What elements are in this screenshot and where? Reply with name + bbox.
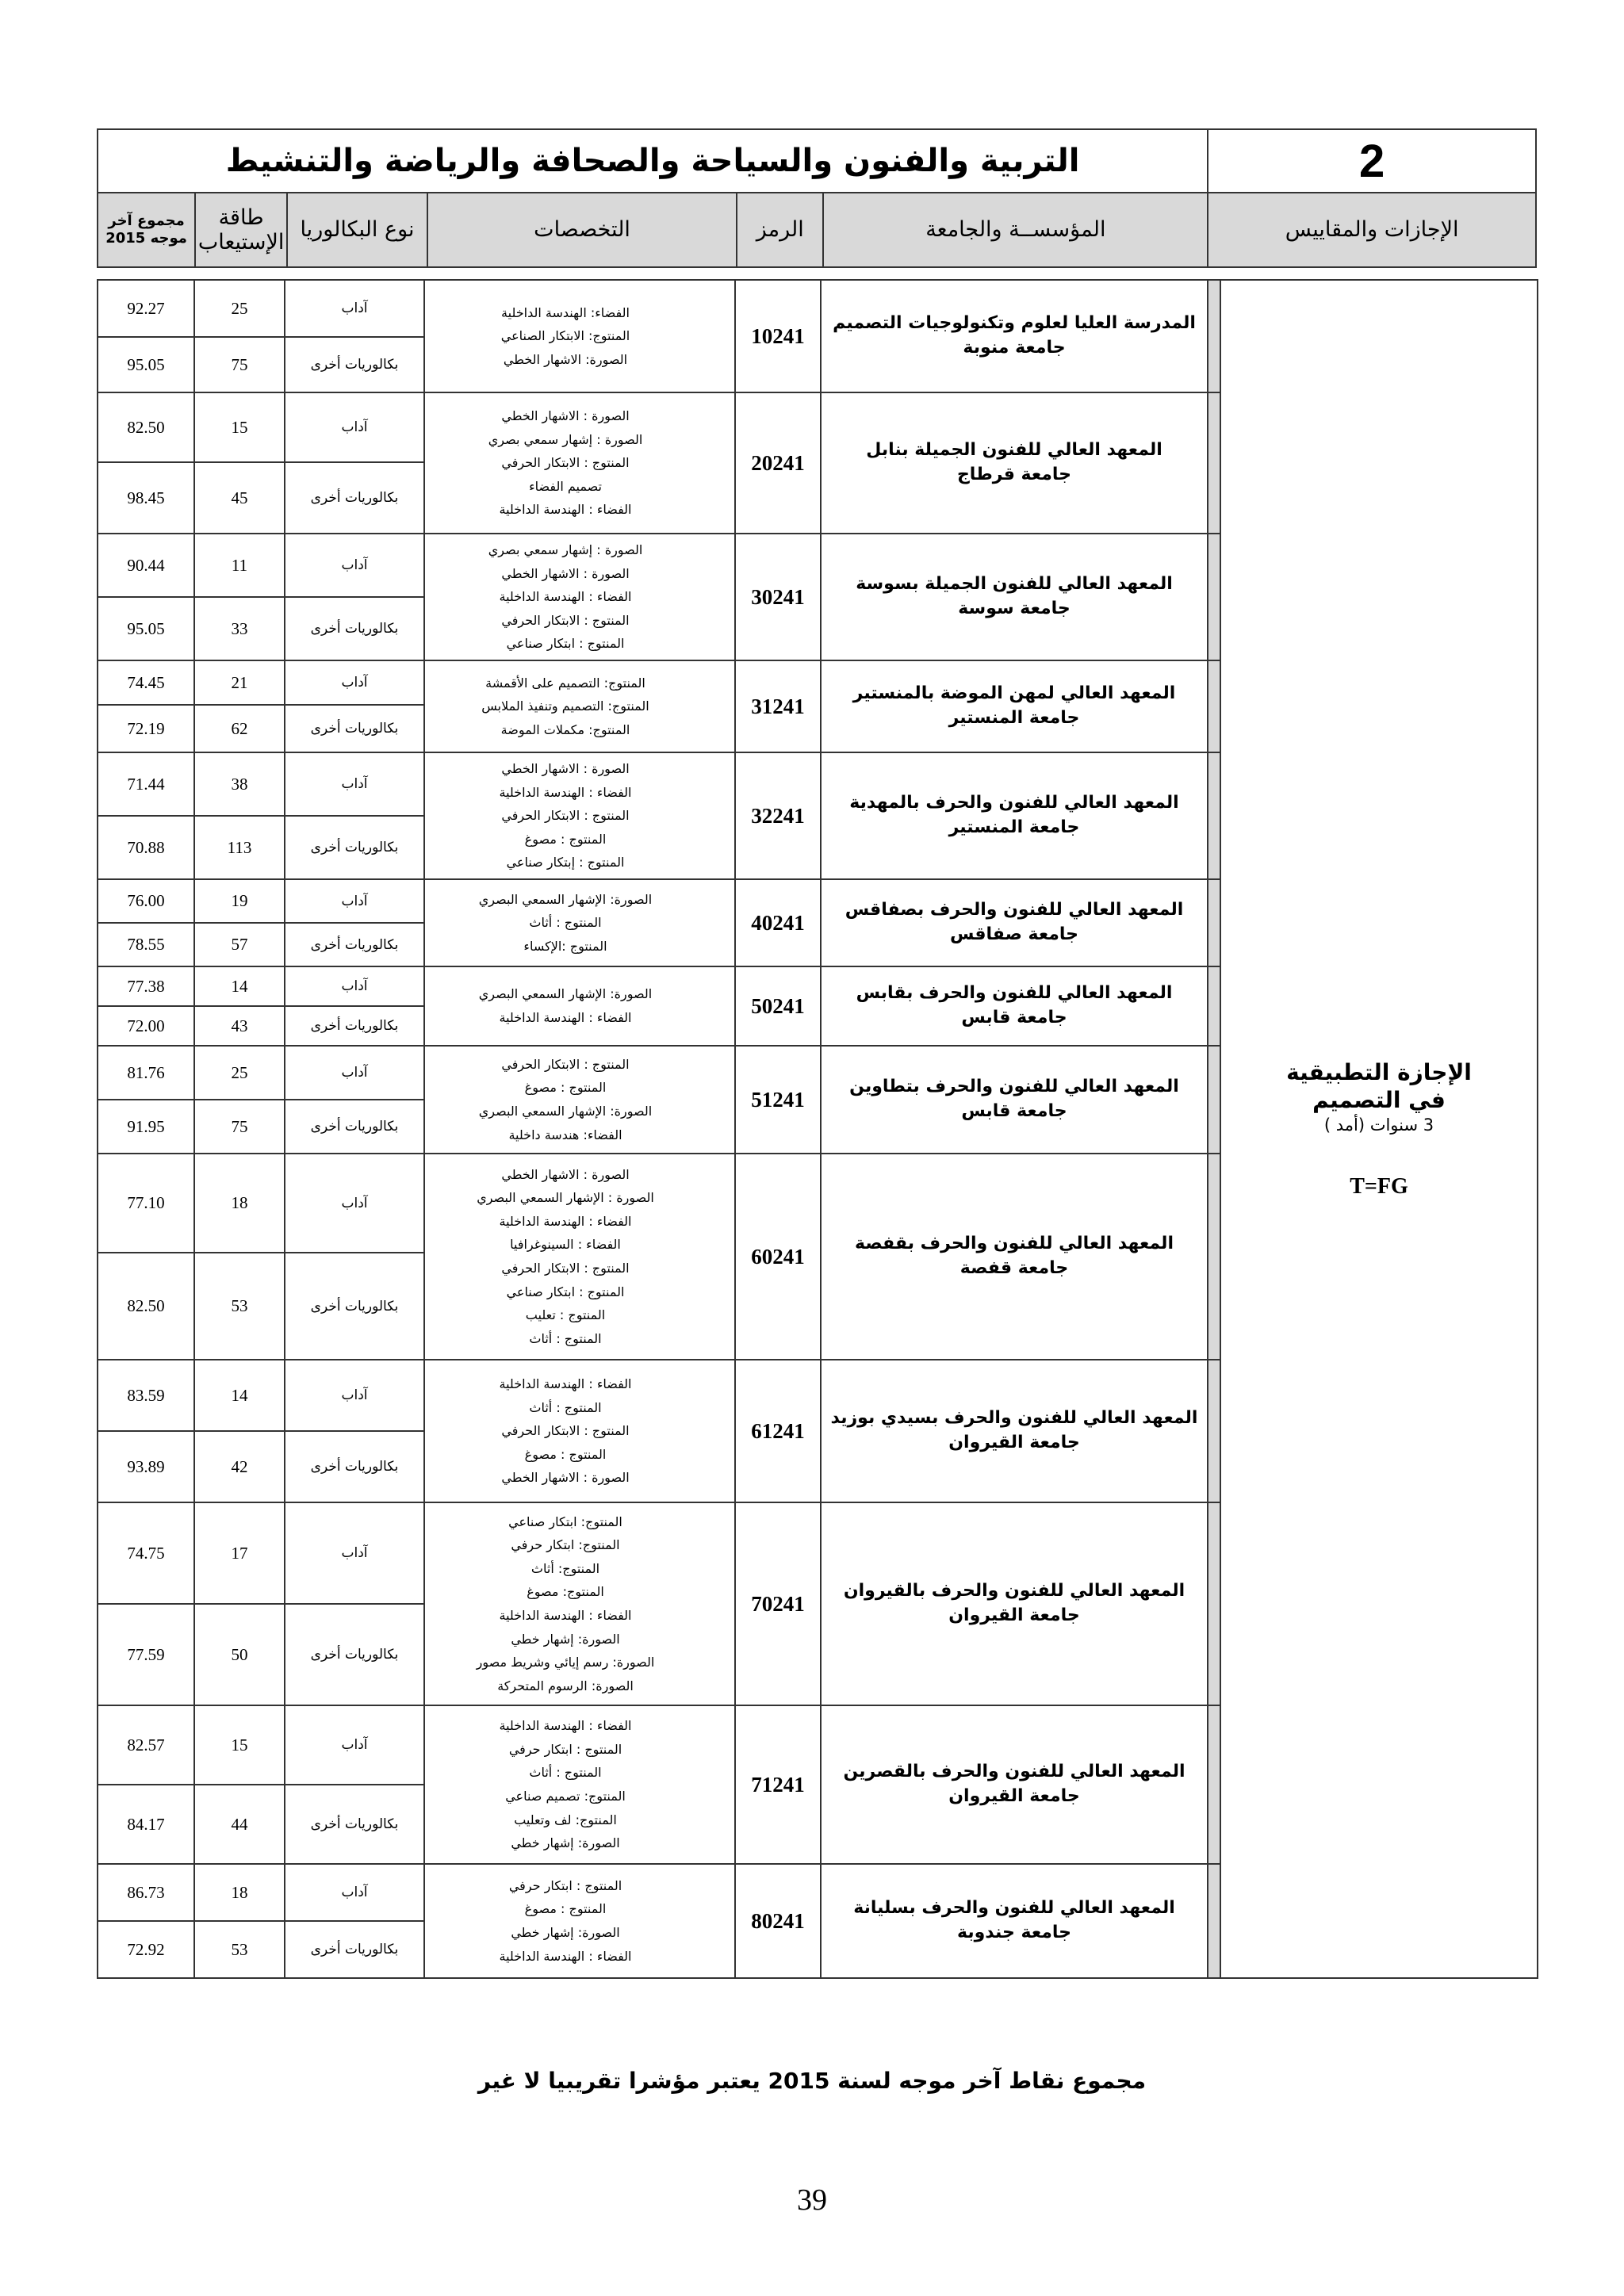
capacity: 57 xyxy=(194,923,285,966)
specialty-item: الفضاء : الهندسة الداخلية xyxy=(499,1948,632,1964)
specialty-item: المنتوج: مكملات الموضة xyxy=(500,721,630,737)
col-header-degrees: الإجازات والمقاييس xyxy=(1208,193,1536,267)
specialty-item: المنتوج: تصميم صناعي xyxy=(505,1789,626,1804)
specialty-item: الصورة : الإشهار السمعي البصري xyxy=(477,1190,654,1206)
institution-name: المعهد العالي للفنون والحرف بالقصرين xyxy=(843,1762,1185,1782)
last-score: 84.17 xyxy=(98,1785,194,1864)
university-name: جامعة قفصة xyxy=(959,1258,1069,1278)
specialty-item: المنتوج : الابتكار الحرفي xyxy=(501,1056,630,1072)
capacity: 45 xyxy=(194,462,285,534)
institution-name: المعهد العالي لمهن الموضة بالمنستير xyxy=(852,683,1176,704)
specialty-item: الفضاء: الهندسة الداخلية xyxy=(501,304,630,320)
specialty-item: المنتوج : مصوغ xyxy=(524,1080,607,1096)
specialties-cell xyxy=(424,879,735,966)
specialty-item: الفضاء : الهندسة الداخلية xyxy=(499,1010,632,1025)
university-name: جامعة جندوبة xyxy=(957,1923,1071,1942)
specialty-item: الصورة: الإشهار السمعي البصري xyxy=(478,1104,653,1119)
specialty-item: المنتوج: لف وتعليب xyxy=(514,1812,617,1827)
bac-type: بكالوريات أخرى xyxy=(285,462,424,534)
separator-cell xyxy=(1208,1864,1220,1978)
institution-name: المعهد العالي للفنون والحرف بالمهدية xyxy=(849,793,1179,813)
last-score: 71.44 xyxy=(98,752,194,816)
specialty-item: المنتوج : إبتكار صناعي xyxy=(506,855,625,871)
specialty-item: الصورة : الاشهار الخطي xyxy=(501,761,630,777)
specialty-item: المنتوج: ابتكار حرفي xyxy=(511,1537,620,1553)
specialty-item: الفضاء : الهندسة الداخلية xyxy=(499,1213,632,1229)
specialty-item: تصميم الفضاء xyxy=(529,478,602,494)
capacity: 75 xyxy=(194,337,285,392)
institution-name: المعهد العالي للفنون والحرف بقابس xyxy=(856,983,1173,1004)
separator-cell xyxy=(1208,1154,1220,1360)
bac-type: آداب xyxy=(285,392,424,462)
last-score: 72.00 xyxy=(98,1006,194,1046)
last-score: 82.57 xyxy=(98,1705,194,1785)
specialty-item: الفضاء : السينوغرافيا xyxy=(510,1237,621,1253)
capacity: 15 xyxy=(194,1705,285,1785)
university-name: جامعة قرطاج xyxy=(956,465,1072,484)
col-header-institution: المؤسســة والجامعة xyxy=(823,193,1208,267)
last-score: 91.95 xyxy=(98,1100,194,1154)
university-name: جامعة منوبة xyxy=(963,338,1066,358)
header-table xyxy=(97,128,1537,268)
bac-type: آداب xyxy=(285,1154,424,1253)
program-code: 32241 xyxy=(735,752,821,879)
separator-cell xyxy=(1208,280,1220,392)
program-code: 61241 xyxy=(735,1360,821,1502)
specialty-item: المنتوج : ابتكار صناعي xyxy=(506,636,625,652)
institution-cell xyxy=(821,1864,1208,1978)
col-header-code: الرمز xyxy=(737,193,823,267)
bac-type: بكالوريات أخرى xyxy=(285,705,424,752)
last-score: 95.05 xyxy=(98,597,194,660)
specialty-item: الصورة : الاشهار الخطي xyxy=(501,1166,630,1182)
page-number: 39 xyxy=(797,2183,827,2217)
last-score: 70.88 xyxy=(98,816,194,879)
specialty-item: المنتوج : تعليب xyxy=(525,1307,606,1323)
capacity: 113 xyxy=(194,816,285,879)
specialty-item: المنتوج: مصوغ xyxy=(527,1584,604,1600)
bac-type: آداب xyxy=(285,1046,424,1100)
institution-cell xyxy=(821,1046,1208,1154)
specialty-item: الصورة: رسم إيائي وشريط مصور xyxy=(476,1655,655,1670)
institution-cell xyxy=(821,392,1208,534)
university-name: جامعة قابس xyxy=(961,1008,1067,1027)
specialty-item: المنتوج: أثاث xyxy=(530,1560,600,1576)
specialty-item: الفضاء : الهندسة الداخلية xyxy=(499,1376,632,1392)
institution-cell xyxy=(821,879,1208,966)
specialties-cell xyxy=(424,280,735,392)
specialty-item: المنتوج : ابتكار حرفي xyxy=(508,1741,622,1757)
bac-type: بكالوريات أخرى xyxy=(285,337,424,392)
specialty-item: الصورة : إشهار سمعي بصري xyxy=(488,431,643,447)
specialty-item: الفضاء : الهندسة الداخلية xyxy=(499,1608,632,1623)
capacity: 14 xyxy=(194,1360,285,1431)
last-score: 76.00 xyxy=(98,879,194,923)
specialty-item: المنتوج : الابتكار الحرفي xyxy=(501,1261,630,1276)
specialty-item: الصورة: الاشهار الخطي xyxy=(503,351,628,367)
specialties-cell xyxy=(424,534,735,660)
footer-note: مجموع نقاط آخر موجه لسنة 2015 يعتبر مؤشرا تقريبيا لا غير xyxy=(477,2068,1147,2094)
specialty-item: المنتوج :الإكساء xyxy=(523,938,607,954)
bac-type: بكالوريات أخرى xyxy=(285,1921,424,1978)
institution-cell xyxy=(821,280,1208,392)
program-code: 60241 xyxy=(735,1154,821,1360)
program-code: 50241 xyxy=(735,966,821,1046)
bac-type: آداب xyxy=(285,752,424,816)
last-score: 93.89 xyxy=(98,1431,194,1502)
score-formula: T=FG xyxy=(1350,1173,1408,1199)
program-code: 30241 xyxy=(735,534,821,660)
university-name: جامعة المنستير xyxy=(948,817,1080,837)
bac-type: بكالوريات أخرى xyxy=(285,1006,424,1046)
specialties-cell xyxy=(424,1154,735,1360)
capacity: 53 xyxy=(194,1253,285,1360)
institution-cell xyxy=(821,966,1208,1046)
specialty-item: المنتوج : الابتكار الحرفي xyxy=(501,455,630,471)
last-score: 90.44 xyxy=(98,534,194,597)
section-title: التربية والفنون والسياحة والصحافة والرياضة والتنشيط xyxy=(98,129,1208,193)
capacity: 43 xyxy=(194,1006,285,1046)
specialty-item: الصورة: الإشهار السمعي البصري xyxy=(478,891,653,907)
capacity: 53 xyxy=(194,1921,285,1978)
capacity: 11 xyxy=(194,534,285,597)
last-score: 83.59 xyxy=(98,1360,194,1431)
separator-cell xyxy=(1208,752,1220,879)
institution-name: المعهد العالي للفنون والحرف بسليانة xyxy=(853,1898,1175,1919)
capacity: 75 xyxy=(194,1100,285,1154)
bac-type: بكالوريات أخرى xyxy=(285,816,424,879)
last-score: 81.76 xyxy=(98,1046,194,1100)
programs-table xyxy=(97,279,1538,1979)
section-number: 2 xyxy=(1208,129,1536,193)
bac-type: بكالوريات أخرى xyxy=(285,1604,424,1705)
last-score: 78.55 xyxy=(98,923,194,966)
institution-name: المدرسة العليا لعلوم وتكنولوجيات التصميم xyxy=(833,313,1196,334)
specialties-cell xyxy=(424,1502,735,1705)
institution-cell xyxy=(821,1502,1208,1705)
capacity: 25 xyxy=(194,280,285,337)
university-name: جامعة القيروان xyxy=(948,1786,1080,1806)
last-score: 74.75 xyxy=(98,1502,194,1604)
specialty-item: المنتوج : ابتكار حرفي xyxy=(508,1877,622,1893)
specialty-item: الصورة: الرسوم المتحركة xyxy=(497,1678,634,1693)
institution-name: المعهد العالي للفنون والحرف بالقيروان xyxy=(843,1581,1185,1601)
specialty-item: المنتوج: الابتكار الصناعي xyxy=(500,328,630,344)
specialty-item: الصورة : الاشهار الخطي xyxy=(501,408,630,424)
institution-cell xyxy=(821,660,1208,752)
table-row xyxy=(98,280,1538,337)
institution-name: المعهد العالي للفنون والحرف بصفاقس xyxy=(845,900,1184,920)
specialty-item: الفضاء : الهندسة الداخلية xyxy=(499,1718,632,1734)
specialty-item: المنتوج : أثاث xyxy=(529,1765,602,1781)
col-header-bac-type: نوع البكالوريا xyxy=(287,193,427,267)
institution-name: المعهد العالي للفنون الجميلة بسوسة xyxy=(856,574,1173,595)
specialty-item: المنتوج : مصوغ xyxy=(524,831,607,847)
capacity: 42 xyxy=(194,1431,285,1502)
separator-cell xyxy=(1208,879,1220,966)
institution-name: المعهد العالي للفنون والحرف بتطاوين xyxy=(849,1077,1179,1097)
capacity: 19 xyxy=(194,879,285,923)
specialty-item: المنتوج : أثاث xyxy=(529,915,602,931)
last-score: 82.50 xyxy=(98,392,194,462)
separator-cell xyxy=(1208,1705,1220,1864)
bac-type: آداب xyxy=(285,660,424,705)
specialties-cell xyxy=(424,1046,735,1154)
last-score: 72.92 xyxy=(98,1921,194,1978)
specialty-item: الصورة: إشهار خطي xyxy=(511,1835,620,1851)
specialty-item: الفضاء : الهندسة الداخلية xyxy=(499,589,632,605)
capacity: 14 xyxy=(194,966,285,1006)
last-score: 82.50 xyxy=(98,1253,194,1360)
bac-type: بكالوريات أخرى xyxy=(285,597,424,660)
separator-cell xyxy=(1208,1502,1220,1705)
specialties-cell xyxy=(424,1360,735,1502)
capacity: 33 xyxy=(194,597,285,660)
specialty-item: الصورة: الإشهار السمعي البصري xyxy=(478,986,653,1002)
program-code: 51241 xyxy=(735,1046,821,1154)
specialty-item: الصورة: إشهار خطي xyxy=(511,1925,620,1940)
university-name: جامعة القيروان xyxy=(948,1605,1080,1625)
specialty-item: الصورة: إشهار خطي xyxy=(511,1631,620,1647)
university-name: جامعة قابس xyxy=(961,1101,1067,1121)
program-code: 80241 xyxy=(735,1864,821,1978)
capacity: 25 xyxy=(194,1046,285,1100)
last-score: 92.27 xyxy=(98,280,194,337)
specialty-item: المنتوج: ابتكار صناعي xyxy=(508,1513,622,1529)
specialty-item: المنتوج : الابتكار الحرفي xyxy=(501,808,630,824)
program-code: 71241 xyxy=(735,1705,821,1864)
degree-field: في التصميم xyxy=(1312,1087,1446,1114)
specialty-item: المنتوج : الابتكار الحرفي xyxy=(501,612,630,628)
capacity: 17 xyxy=(194,1502,285,1604)
capacity: 62 xyxy=(194,705,285,752)
specialty-item: المنتوج : أثاث xyxy=(529,1399,602,1415)
specialties-cell xyxy=(424,1705,735,1864)
capacity: 18 xyxy=(194,1864,285,1921)
specialties-cell xyxy=(424,966,735,1046)
specialty-item: الفضاء: هندسة داخلية xyxy=(508,1127,622,1142)
program-code: 10241 xyxy=(735,280,821,392)
bac-type: بكالوريات أخرى xyxy=(285,1431,424,1502)
separator-cell xyxy=(1208,1360,1220,1502)
separator-cell xyxy=(1208,660,1220,752)
capacity: 38 xyxy=(194,752,285,816)
specialty-item: المنتوج: التصميم وتنفيذ الملابس xyxy=(481,698,649,714)
specialty-item: المنتوج : الابتكار الحرفي xyxy=(501,1423,630,1439)
specialty-item: المنتوج : ابتكار صناعي xyxy=(506,1284,625,1299)
specialties-cell xyxy=(424,660,735,752)
specialty-item: الصورة : الاشهار الخطي xyxy=(501,1470,630,1486)
specialty-item: الفضاء : الهندسة الداخلية xyxy=(499,502,632,518)
bac-type: آداب xyxy=(285,1705,424,1785)
bac-type: بكالوريات أخرى xyxy=(285,1785,424,1864)
last-score: 74.45 xyxy=(98,660,194,705)
degree-title: الإجازة التطبيقية xyxy=(1286,1059,1472,1086)
capacity: 15 xyxy=(194,392,285,462)
bac-type: بكالوريات أخرى xyxy=(285,1253,424,1360)
bac-type: آداب xyxy=(285,1360,424,1431)
university-name: جامعة سوسة xyxy=(958,599,1071,618)
institution-cell xyxy=(821,752,1208,879)
capacity: 44 xyxy=(194,1785,285,1864)
degree-duration: 3 سنوات (أمد ) xyxy=(1323,1115,1434,1135)
bac-type: آداب xyxy=(285,534,424,597)
institution-cell xyxy=(821,1154,1208,1360)
specialty-item: المنتوج : مصوغ xyxy=(524,1446,607,1462)
bac-type: آداب xyxy=(285,1864,424,1921)
program-code: 20241 xyxy=(735,392,821,534)
last-score: 86.73 xyxy=(98,1864,194,1921)
specialty-item: المنتوج : أثاث xyxy=(529,1330,602,1346)
separator-cell xyxy=(1208,534,1220,660)
specialty-item: الصورة : الاشهار الخطي xyxy=(501,565,630,581)
col-header-capacity: طاقة الإستيعاب xyxy=(195,193,287,267)
col-header-last-score: مجموع آخر موجه 2015 xyxy=(98,193,195,267)
bac-type: آداب xyxy=(285,966,424,1006)
program-code: 70241 xyxy=(735,1502,821,1705)
specialty-item: الصورة : إشهار سمعي بصري xyxy=(488,542,643,558)
col-header-specialties: التخصصات xyxy=(427,193,737,267)
separator-cell xyxy=(1208,1046,1220,1154)
university-name: جامعة المنستير xyxy=(948,708,1080,728)
institution-name: المعهد العالي للفنون والحرف بسيدي بوزيد xyxy=(830,1408,1198,1429)
university-name: جامعة القيروان xyxy=(948,1433,1080,1452)
last-score: 77.38 xyxy=(98,966,194,1006)
bac-type: بكالوريات أخرى xyxy=(285,1100,424,1154)
last-score: 77.59 xyxy=(98,1604,194,1705)
specialty-item: المنتوج: التصميم على الأقمشة xyxy=(485,675,645,691)
institution-cell xyxy=(821,534,1208,660)
bac-type: آداب xyxy=(285,1502,424,1604)
capacity: 50 xyxy=(194,1604,285,1705)
separator-cell xyxy=(1208,966,1220,1046)
last-score: 95.05 xyxy=(98,337,194,392)
specialties-cell xyxy=(424,752,735,879)
bac-type: آداب xyxy=(285,280,424,337)
last-score: 77.10 xyxy=(98,1154,194,1253)
specialty-item: المنتوج : مصوغ xyxy=(524,1901,607,1917)
institution-cell xyxy=(821,1705,1208,1864)
specialties-cell xyxy=(424,1864,735,1978)
specialty-item: الفضاء : الهندسة الداخلية xyxy=(499,784,632,800)
programs-table-body xyxy=(98,280,1538,1978)
university-name: جامعة صفاقس xyxy=(949,924,1078,944)
degree-cell xyxy=(1220,280,1538,1978)
institution-name: المعهد العالي للفنون الجميلة بنابل xyxy=(866,440,1162,461)
separator-cell xyxy=(1208,392,1220,534)
program-code: 31241 xyxy=(735,660,821,752)
institution-cell xyxy=(821,1360,1208,1502)
capacity: 18 xyxy=(194,1154,285,1253)
program-code: 40241 xyxy=(735,879,821,966)
last-score: 72.19 xyxy=(98,705,194,752)
bac-type: آداب xyxy=(285,879,424,923)
bac-type: بكالوريات أخرى xyxy=(285,923,424,966)
capacity: 21 xyxy=(194,660,285,705)
institution-name: المعهد العالي للفنون والحرف بقفصة xyxy=(855,1234,1174,1254)
last-score: 98.45 xyxy=(98,462,194,534)
specialties-cell xyxy=(424,392,735,534)
